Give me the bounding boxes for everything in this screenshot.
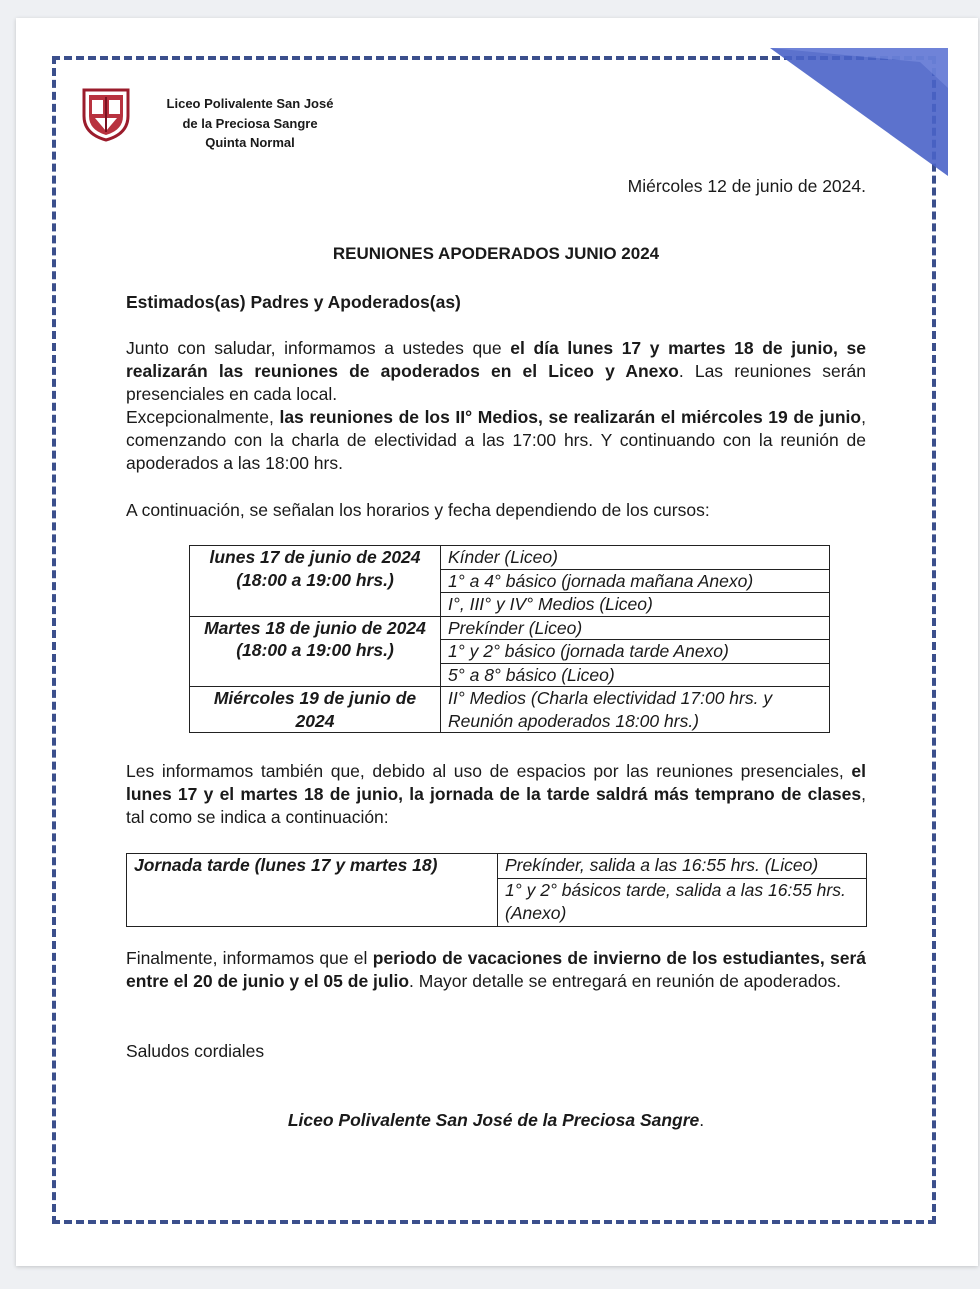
paragraph-schedule-intro: A continuación, se señalan los horarios y fecha dependiendo de los cursos:: [126, 500, 710, 520]
corner-decoration: [770, 48, 950, 178]
school-name-line2: de la Preciosa Sangre: [182, 115, 318, 131]
signature-text: Liceo Polivalente San José de la Preciosa Sangre: [287, 1110, 700, 1130]
schedule-course-cell: II° Medios (Charla electividad 17:00 hrs. y Reunión apoderados 18:00 hrs.): [441, 687, 830, 733]
paragraph-exception: Excepcionalmente, las reuniones de los II° Medios, se realizarán el miércoles 19 de junio, comenzando con la charla de electividad a las 17:00 hrs. Y continuando con la reunión de apoderados a las 18:00 hrs.: [126, 407, 866, 474]
document-title: REUNIONES APODERADOS JUNIO 2024: [332, 244, 660, 263]
closing-salutation: Saludos cordiales: [126, 1041, 265, 1061]
school-crest-icon: [78, 86, 134, 142]
school-name-line1: Liceo Polivalente San José: [166, 96, 334, 111]
signature: [126, 1110, 866, 1131]
dismissal-detail-cell: 1° y 2° básicos tarde, salida a las 16:55 hrs. (Anexo): [498, 878, 867, 926]
schedule-date-cell: lunes 17 de junio de 2024 (18:00 a 19:00 hrs.): [190, 546, 441, 617]
afternoon-dismissal-table: [126, 853, 867, 927]
school-name-line3: Quinta Normal: [205, 135, 295, 150]
schedule-course-cell: Prekínder (Liceo): [441, 616, 830, 640]
school-name-header: [140, 94, 360, 153]
document-date: Miércoles 12 de junio de 2024.: [627, 176, 866, 196]
dismissal-detail-cell: Prekínder, salida a las 16:55 hrs. (Liceo): [498, 854, 867, 879]
table-row: [127, 854, 867, 879]
greeting: Estimados(as) Padres y Apoderados(as): [126, 292, 461, 312]
paragraph-intro: Junto con saludar, informamos a ustedes que el día lunes 17 y martes 18 de junio, se realizarán las reuniones de apoderados en el Liceo y Anexo. Las reuniones serán presenciales en cada local.: [126, 338, 866, 405]
schedule-date-cell: Miércoles 19 de junio de 2024: [190, 687, 441, 733]
schedule-course-cell: 1° y 2° básico (jornada tarde Anexo): [441, 640, 830, 664]
signature-period: .: [699, 1110, 705, 1130]
schedule-course-cell: 1° a 4° básico (jornada mañana Anexo): [441, 569, 830, 593]
table-row: [190, 687, 830, 733]
paragraph-vacation: Finalmente, informamos que el periodo de vacaciones de invierno de los estudiantes, será entre el 20 de junio y el 05 de julio. Mayor detalle se entregará en reunión de apoderados.: [126, 948, 866, 992]
schedule-date-cell: Martes 18 de junio de 2024 (18:00 a 19:00 hrs.): [190, 616, 441, 687]
table-row: [190, 616, 830, 640]
table-row: [190, 546, 830, 570]
schedule-course-cell: 5° a 8° básico (Liceo): [441, 663, 830, 687]
dismissal-label-cell: Jornada tarde (lunes 17 y martes 18): [127, 854, 498, 927]
meeting-schedule-table: [189, 545, 830, 733]
schedule-course-cell: I°, III° y IV° Medios (Liceo): [441, 593, 830, 617]
paragraph-early-dismissal: Les informamos también que, debido al uso de espacios por las reuniones presenciales, el lunes 17 y el martes 18 de junio, la jornada de la tarde saldrá más temprano de clases, tal como se indica a continuación:: [126, 761, 866, 828]
schedule-course-cell: Kínder (Liceo): [441, 546, 830, 570]
